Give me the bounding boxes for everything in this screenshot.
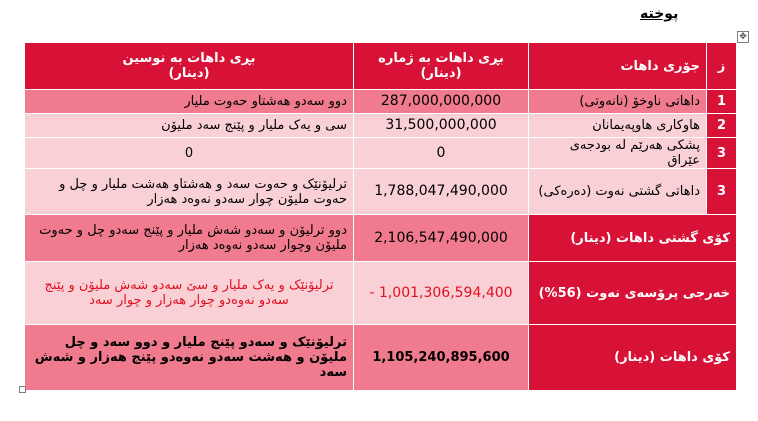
table-row	[25, 169, 737, 215]
header-words: بڕی داهات بە نوسین (دینار)	[25, 43, 354, 90]
total-revenue-row	[25, 215, 737, 262]
total-revenue-words: دوو ترلیۆن و سەدو شەش ملیار و پێنج سەدو چل و حەوت ملیۆن وچوار سەدو نەوەد هەزار	[25, 215, 354, 262]
row-amount: 31,500,000,000	[354, 114, 529, 138]
row-number: 1	[707, 90, 737, 114]
row-words: دوو سەدو هەشتاو حەوت ملیار	[25, 90, 354, 114]
header-type: جۆری داهات	[529, 43, 707, 90]
row-words: سی و یەک ملیار و پێنج سەد ملیۆن	[25, 114, 354, 138]
table-resize-handle[interactable]	[19, 386, 26, 393]
row-amount: 1,788,047,490,000	[354, 169, 529, 215]
row-number: 2	[707, 114, 737, 138]
row-number: 3	[707, 169, 737, 215]
table-row	[25, 114, 737, 138]
table-header-row	[25, 43, 737, 90]
row-type: داهاتی ناوخۆ (نانەوتی)	[529, 90, 707, 114]
header-number: ز	[707, 43, 737, 90]
row-type: پشکی هەرێم لە بودجەی عێراق	[529, 138, 707, 169]
total-revenue-label: کۆی گشتی داهات (دینار)	[529, 215, 737, 262]
table-row	[25, 90, 737, 114]
net-revenue-words: ترلیۆنێک و سەدو پێنج ملیار و دوو سەد و چل ملیۆن و هەشت سەدو نەوەدو پێنج هەزار و شەش سەد	[25, 325, 354, 391]
header-amount: بڕی داهات بە ژمارە (دینار)	[354, 43, 529, 90]
table-move-handle-icon[interactable]: ✥	[737, 31, 749, 43]
row-words: 0	[25, 138, 354, 169]
net-revenue-label: کۆی داهات (دینار)	[529, 325, 737, 391]
total-revenue-amount: 2,106,547,490,000	[354, 215, 529, 262]
revenue-summary-table	[24, 42, 737, 391]
oil-expenses-words: ترلیۆنێک و یەک ملیار و سێ سەدو شەش ملیۆن و پێنج سەدو نەوەدو چوار هەزار و چوار سەد	[25, 262, 354, 325]
oil-expenses-amount: - 1,001,306,594,400	[354, 262, 529, 325]
net-revenue-row	[25, 325, 737, 391]
row-number: 3	[707, 138, 737, 169]
row-amount: 287,000,000,000	[354, 90, 529, 114]
row-type: داهاتی گشتی نەوت (دەرەکی)	[529, 169, 707, 215]
oil-expenses-label: خەرجی پرۆسەی نەوت (56%)	[529, 262, 737, 325]
table-row	[25, 138, 737, 169]
document-title: پوخته	[640, 6, 679, 22]
row-words: ترلیۆنێک و حەوت سەد و هەشتاو هەشت ملیار و چل و حەوت ملیۆن چوار سەدو نەوەد هەزار	[25, 169, 354, 215]
net-revenue-amount: 1,105,240,895,600	[354, 325, 529, 391]
row-amount: 0	[354, 138, 529, 169]
oil-expenses-row	[25, 262, 737, 325]
row-type: هاوکاری هاوپەیمانان	[529, 114, 707, 138]
